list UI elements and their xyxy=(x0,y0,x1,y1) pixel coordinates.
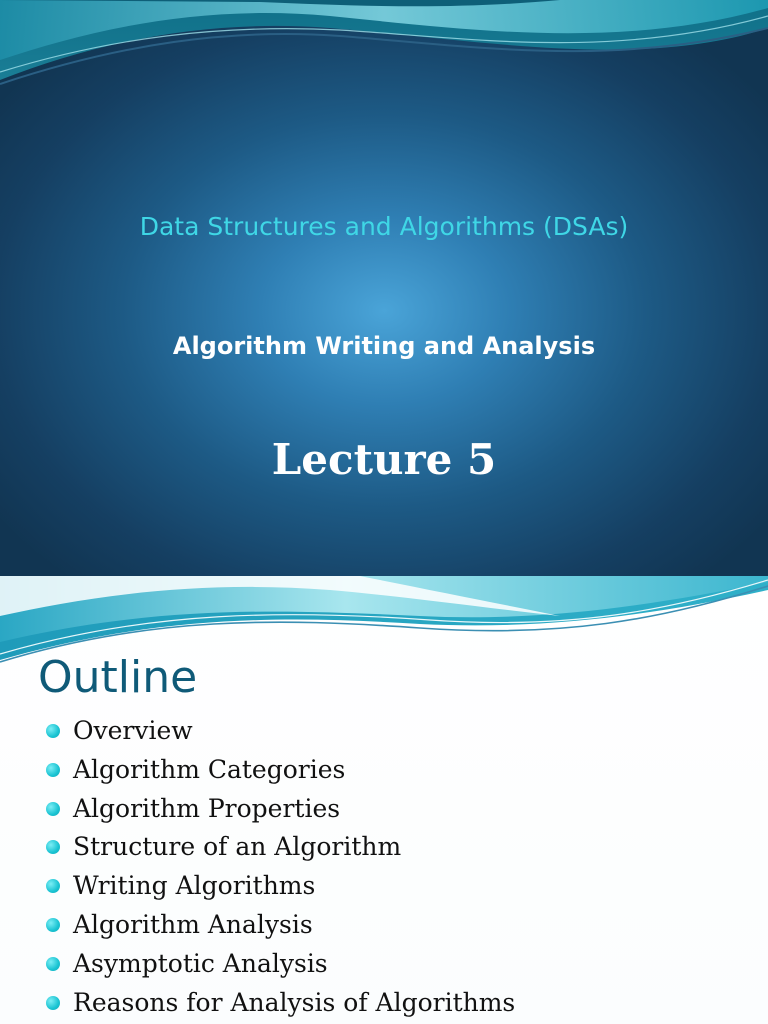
bullet-icon xyxy=(46,918,60,932)
bullet-icon xyxy=(46,802,60,816)
list-item-text: Overview xyxy=(73,716,193,745)
slide-subtitle: Algorithm Writing and Analysis xyxy=(172,332,596,360)
bullet-icon xyxy=(46,763,60,777)
bullet-icon xyxy=(46,957,60,971)
top-wave-decoration xyxy=(0,0,768,100)
list-item-text: Algorithm Analysis xyxy=(73,909,313,939)
list-item-text: Reasons for Analysis of Algorithms xyxy=(73,987,516,1017)
bullet-icon xyxy=(46,996,60,1010)
list-item-text: Writing Algorithms xyxy=(73,871,316,901)
bullet-icon xyxy=(46,879,60,893)
slide-title: Data Structures and Algorithms (DSAs) xyxy=(139,212,629,241)
list-item-text: Algorithm Categories xyxy=(73,754,346,784)
bullet-icon xyxy=(46,840,60,854)
outline-slide xyxy=(0,576,768,1024)
outline-heading: Outline xyxy=(38,652,198,703)
list-item-text: Structure of an Algorithm xyxy=(73,832,402,862)
list-item-text: Algorithm Properties xyxy=(73,793,341,823)
lecture-number: Lecture 5 xyxy=(271,435,497,484)
bullet-icon xyxy=(46,724,60,738)
list-item-text: Asymptotic Analysis xyxy=(73,948,328,978)
